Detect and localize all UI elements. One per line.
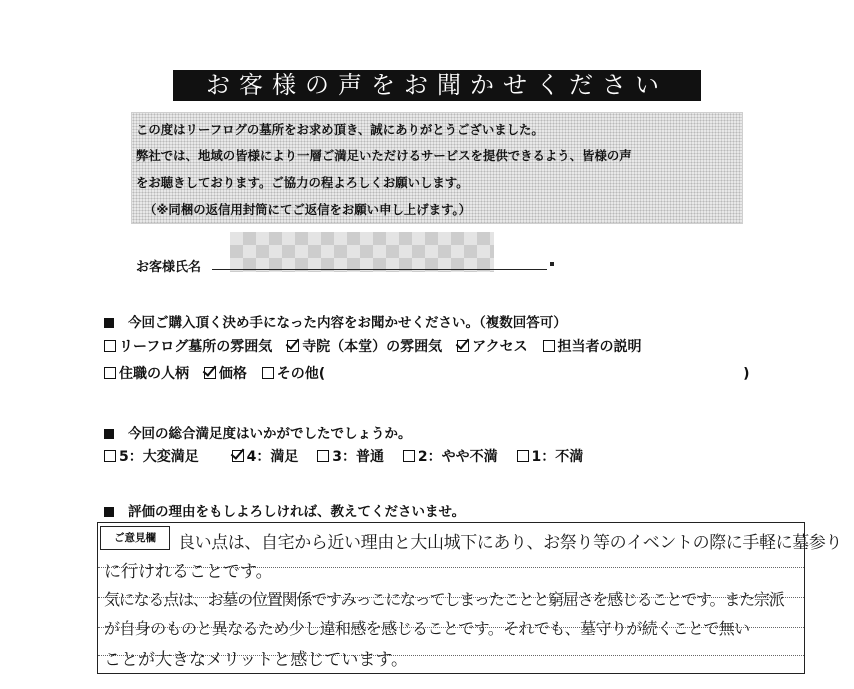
- radio-box-icon[interactable]: [104, 450, 116, 462]
- checkbox-checked-icon[interactable]: [204, 367, 216, 379]
- q1-heading: [104, 311, 567, 331]
- q2-heading-text: 今回の総合満足度はいかがでしたでしょうか。: [128, 426, 412, 442]
- intro-line-2: 弊社では、地域の皆様により一層ご満足いただけるサービスを提供できるよう、皆様の声: [136, 148, 632, 163]
- q2-option-4[interactable]: 4：満足: [232, 446, 299, 466]
- intro-line-1: この度はリーフログの墓所をお求め頂き、誠にありがとうございました。: [136, 122, 544, 137]
- q1-option-other[interactable]: その他(: [262, 363, 325, 383]
- checkbox-icon[interactable]: [104, 340, 116, 352]
- bullet-square-icon: [104, 429, 114, 439]
- intro-line-4: （※同梱の返信用封筒にてご返信をお願い申し上げます。）: [144, 202, 472, 217]
- intro-box: [131, 112, 743, 224]
- q2-option-2[interactable]: 2：やや不満: [403, 446, 498, 466]
- radio-box-icon[interactable]: [317, 450, 329, 462]
- comment-line-3: 気になる点は、お墓の位置関係ですみっこになってしまったことと窮屈さを感じることです。また宗派: [104, 590, 784, 609]
- q3-heading: [104, 500, 465, 520]
- comment-line-5: ことが大きなメリットと感じています。: [104, 650, 408, 670]
- q3-heading-text: 評価の理由をもしよろしければ、教えてくださいませ。: [128, 504, 466, 520]
- q1-other-close: ): [743, 366, 750, 382]
- comment-label: ご意見欄: [100, 526, 170, 550]
- q1-row-1: [104, 336, 652, 356]
- q1-row-2: [104, 363, 750, 383]
- customer-name-redaction: [230, 232, 494, 272]
- q1-option-priest[interactable]: 住職の人柄: [104, 363, 189, 383]
- q1-option-temple[interactable]: 寺院（本堂）の雰囲気: [287, 336, 442, 356]
- checkbox-checked-icon[interactable]: [287, 340, 299, 352]
- radio-box-icon[interactable]: [403, 450, 415, 462]
- bullet-square-icon: [104, 507, 114, 517]
- q2-options: [104, 446, 593, 466]
- comment-line-1: 良い点は、自宅から近い理由と大山城下にあり、お祭り等のイベントの際に手軽に墓参り: [178, 533, 842, 553]
- customer-name-field[interactable]: [212, 269, 547, 270]
- comment-box[interactable]: [97, 522, 842, 674]
- radio-box-icon[interactable]: [517, 450, 529, 462]
- q1-option-leaflog[interactable]: リーフログ墓所の雰囲気: [104, 336, 272, 356]
- radio-box-checked-icon[interactable]: [232, 450, 244, 462]
- q2-heading: [104, 422, 412, 442]
- q1-heading-text: 今回ご購入頂く決め手になった内容をお聞かせください。（複数回答可）: [128, 315, 567, 331]
- checkbox-checked-icon[interactable]: [457, 340, 469, 352]
- q2-option-3[interactable]: 3：普通: [317, 446, 384, 466]
- checkbox-icon[interactable]: [543, 340, 555, 352]
- q1-option-staff[interactable]: 担当者の説明: [543, 336, 642, 356]
- intro-line-3: をお聴きしております。ご協力の程よろしくお願いします。: [136, 175, 469, 190]
- name-dot: [550, 262, 554, 266]
- checkbox-icon[interactable]: [262, 367, 274, 379]
- comment-line-2: に行けれることです。: [104, 562, 273, 582]
- comment-line-4: が自身のものと異なるため少し違和感を感じることです。それでも、墓守りが続くことで無い: [104, 619, 750, 638]
- q2-option-1[interactable]: 1：不満: [517, 446, 584, 466]
- q1-option-price[interactable]: 価格: [204, 363, 247, 383]
- customer-name-label: お客様氏名: [136, 260, 202, 275]
- bullet-square-icon: [104, 318, 114, 328]
- q2-option-5[interactable]: 5：大変満足: [104, 446, 199, 466]
- form-title: お客様の声をお聞かせください: [173, 70, 701, 101]
- checkbox-icon[interactable]: [104, 367, 116, 379]
- q1-option-access[interactable]: アクセス: [457, 336, 528, 356]
